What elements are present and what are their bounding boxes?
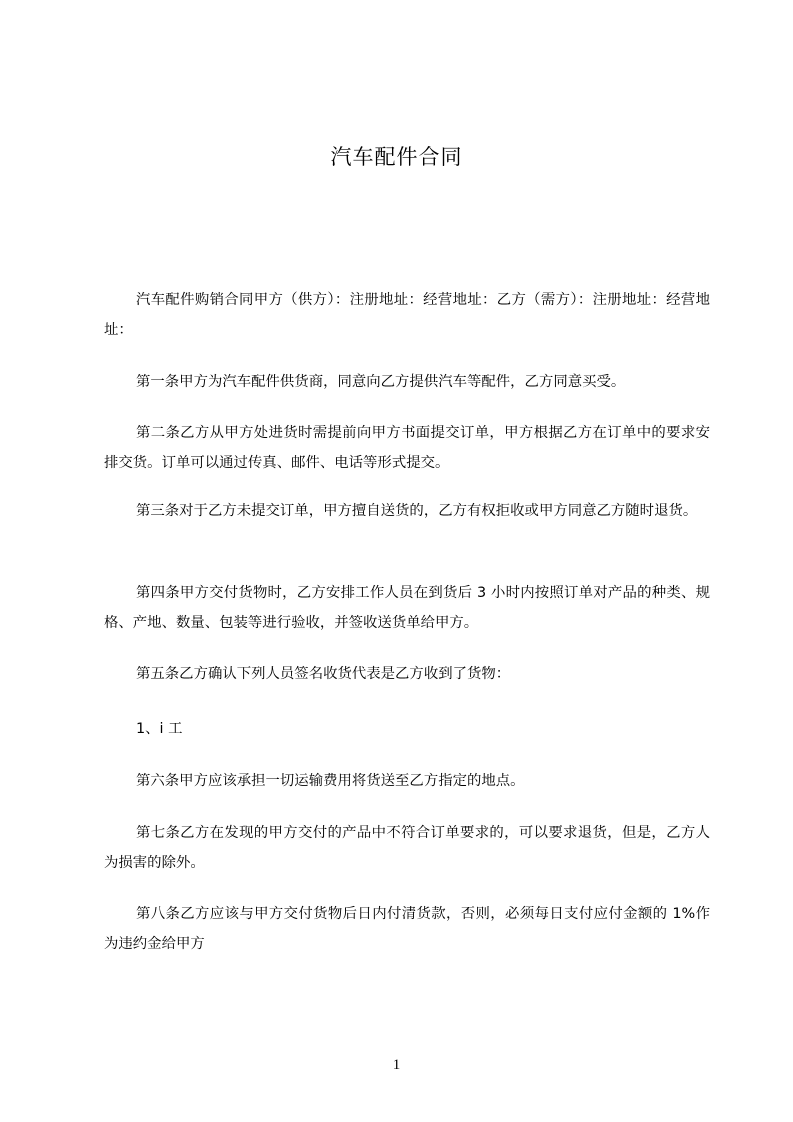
document-title: 汽车配件合同 [330, 145, 463, 169]
paragraph-article-8: 第八条乙方应该与甲方交付货物后日内付清货款，否则，必须每日支付应付金额的 1%作为违约金给甲方 [104, 906, 710, 952]
paragraph-article-6: 第六条甲方应该承担一切运输费用将货送至乙方指定的地点。 [136, 773, 525, 789]
paragraph-item-1: 1、i 工 [136, 721, 183, 737]
page-number: 1 [392, 1057, 401, 1073]
paragraph-article-3: 第三条对于乙方未提交订单，甲方擅自送货的，乙方有权拒收或甲方同意乙方随时退货。 [136, 503, 698, 519]
paragraph-article-4: 第四条甲方交付货物时，乙方安排工作人员在到货后 3 小时内按照订单对产品的种类、规格、产地、数量、包装等进行验收，并签收送货单给甲方。 [104, 585, 710, 631]
paragraph-article-7: 第七条乙方在发现的甲方交付的产品中不符合订单要求的，可以要求退货，但是，乙方人为损害的除外。 [104, 825, 710, 871]
paragraph-article-1: 第一条甲方为汽车配件供货商，同意向乙方提供汽车等配件，乙方同意买受。 [136, 374, 626, 390]
paragraph-article-5: 第五条乙方确认下列人员签名收货代表是乙方收到了货物： [136, 666, 511, 682]
paragraph-header: 汽车配件购销合同甲方（供方）：注册地址：经营地址：乙方（需方）：注册地址：经营地址： [104, 292, 710, 338]
paragraph-article-2: 第二条乙方从甲方处进货时需提前向甲方书面提交订单，甲方根据乙方在订单中的要求安排交货。订单可以通过传真、邮件、电话等形式提交。 [104, 425, 710, 471]
